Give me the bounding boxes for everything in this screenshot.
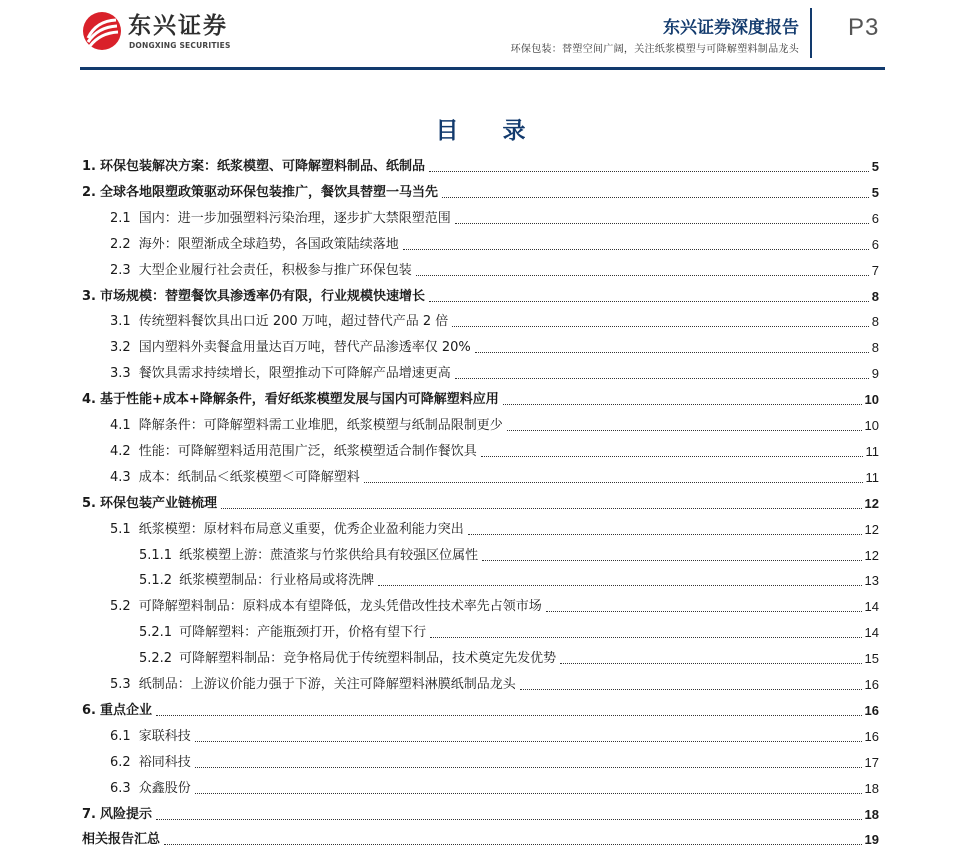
toc-leader-dots	[221, 507, 862, 509]
toc-leader-dots	[475, 351, 869, 353]
toc-entry-label	[82, 599, 542, 618]
toc-entry-number: 3.2	[110, 340, 131, 356]
brand-logo	[82, 10, 232, 54]
toc-entry-number: 5.2	[110, 599, 131, 615]
toc-page-number: 7	[871, 262, 879, 278]
report-subtitle: 环保包装：替塑空间广阔，关注纸浆模塑与可降解塑料制品龙头	[510, 44, 799, 55]
toc-entry-text: 可降解塑料制品：竞争格局优于传统塑料制品，技术奠定先发优势	[179, 651, 557, 667]
toc-page-number: 16	[864, 728, 879, 744]
toc-leader-dots	[156, 714, 862, 716]
toc-entry-number: 6.1	[110, 728, 131, 744]
toc-entry-text: 裕同科技	[138, 754, 191, 770]
toc-entry-number: 6.2	[110, 754, 131, 770]
toc-entry-label	[82, 314, 448, 333]
toc-page-number: 10	[864, 392, 879, 408]
toc-page-number: 13	[864, 573, 879, 589]
toc-entry[interactable]	[82, 152, 879, 178]
toc-leader-dots	[378, 584, 861, 586]
toc-entry[interactable]	[82, 178, 879, 204]
toc-entry-number: 5.2.2	[139, 651, 173, 667]
toc-leader-dots	[546, 610, 862, 612]
toc-entry[interactable]	[82, 385, 879, 411]
toc-entry[interactable]	[82, 437, 879, 463]
toc-leader-dots	[195, 740, 862, 742]
toc-entry-number: 2.	[82, 184, 96, 200]
toc-page-number: 18	[864, 806, 879, 822]
toc-page-number: 18	[864, 780, 879, 796]
toc-entry-label	[82, 392, 499, 411]
toc-entry-number: 5.3	[110, 677, 131, 692]
toc-entry-text: 降解条件：可降解塑料需工业堆肥，纸浆模塑与纸制品限制更少	[138, 418, 503, 433]
toc-entry-label	[82, 470, 360, 489]
toc-leader-dots	[403, 248, 869, 250]
toc-entry-text: 众鑫股份	[138, 780, 191, 796]
toc-entry-number: 1.	[82, 159, 96, 174]
toc-leader-dots	[429, 300, 869, 302]
toc-entry[interactable]	[82, 774, 879, 800]
toc-entry-label	[82, 289, 425, 308]
toc-entry-label	[82, 807, 152, 826]
toc-entry-label	[82, 340, 471, 359]
toc-entry[interactable]	[82, 748, 879, 774]
toc-leader-dots	[503, 403, 862, 405]
toc-entry-text: 基于性能+成本+降解条件，看好纸浆模塑发展与国内可降解塑料应用	[99, 392, 499, 408]
dongxing-logo-icon	[82, 11, 122, 51]
toc-entry[interactable]	[82, 307, 879, 333]
toc-entry-text: 国内塑料外卖餐盒用量达百万吨，替代产品渗透率仅 20%	[138, 340, 471, 356]
toc-entry-text: 国内：进一步加强塑料污染治理，逐步扩大禁限塑范围	[138, 210, 451, 226]
toc-entry-label	[82, 677, 516, 696]
toc-entry-text: 家联科技	[138, 728, 191, 744]
toc-entry-label	[82, 263, 412, 282]
toc-entry-label	[82, 366, 451, 385]
toc-page-number: 14	[864, 625, 879, 641]
header-divider	[810, 8, 812, 58]
toc-entry-number: 5.1.2	[139, 573, 173, 589]
toc-entry[interactable]	[82, 489, 879, 515]
toc-entry-label	[82, 703, 152, 722]
toc-entry[interactable]	[82, 825, 879, 851]
toc-entry-label	[82, 237, 399, 256]
toc-entry-label	[82, 185, 438, 204]
toc-leader-dots	[364, 481, 863, 483]
toc-leader-dots	[452, 325, 868, 327]
toc-entry-label	[82, 522, 464, 541]
toc-entry[interactable]	[82, 566, 879, 592]
report-type: 东兴证券深度报告	[663, 18, 799, 38]
toc-entry-number: 5.1.1	[139, 547, 173, 563]
toc-entry-label	[82, 159, 425, 178]
toc-entry-text: 纸浆模塑：原材料布局意义重要，优秀企业盈利能力突出	[138, 521, 464, 537]
toc-entry-text: 环保包装解决方案：纸浆模塑、可降解塑料制品、纸制品	[99, 159, 425, 174]
toc-entry-text: 风险提示	[99, 806, 152, 822]
toc-entry[interactable]	[82, 800, 879, 826]
toc-entry-label	[82, 496, 217, 515]
toc-page-number: 12	[864, 495, 879, 511]
toc-entry-text: 纸浆模塑制品：行业格局或将洗牌	[179, 573, 375, 589]
toc-entry-number: 7.	[82, 806, 96, 822]
toc-page-number: 8	[871, 314, 879, 330]
toc-entry[interactable]	[82, 644, 879, 670]
toc-leader-dots	[520, 688, 862, 690]
toc-entry-text: 可降解塑料制品：原料成本有望降低，龙头凭借改性技术率先占领市场	[138, 599, 542, 615]
toc-entry[interactable]	[82, 411, 879, 437]
toc-page-number: 8	[871, 340, 879, 356]
toc-entry-number: 2.1	[110, 210, 131, 226]
toc-entry[interactable]	[82, 722, 879, 748]
toc-entry-text: 相关报告汇总	[82, 832, 161, 848]
toc-entry-number: 2.3	[110, 262, 131, 278]
toc-entry-number: 6.	[82, 702, 96, 718]
toc-entry-number: 5.	[82, 495, 96, 511]
toc-page-number: 12	[864, 521, 879, 537]
toc-entry-text: 市场规模：替塑餐饮具渗透率仍有限，行业规模快速增长	[99, 288, 425, 304]
toc-page-number: 12	[864, 547, 879, 563]
toc-entry-text: 纸浆模塑上游：蔗渣浆与竹浆供给具有较强区位属性	[179, 547, 479, 563]
toc-entry-label	[82, 729, 191, 748]
toc-entry[interactable]	[82, 282, 879, 308]
toc-leader-dots	[430, 636, 861, 638]
header-rule	[80, 67, 885, 70]
toc-leader-dots	[468, 533, 862, 535]
toc-entry-label	[82, 548, 478, 567]
toc-leader-dots	[416, 274, 869, 276]
toc-entry-label	[82, 573, 374, 592]
toc-entry[interactable]	[82, 204, 879, 230]
toc-entry[interactable]	[82, 696, 879, 722]
toc-entry-text: 大型企业履行社会责任，积极参与推广环保包装	[138, 262, 412, 278]
toc-leader-dots	[164, 843, 862, 845]
toc-page-number: 6	[871, 210, 879, 226]
toc-page-number: 19	[864, 832, 879, 848]
toc-entry-number: 4.2	[110, 443, 131, 459]
page-header	[0, 0, 961, 72]
toc-entry[interactable]	[82, 592, 879, 618]
toc-page-number: 11	[865, 443, 879, 459]
toc-entry[interactable]	[82, 463, 879, 489]
toc-entry-text: 性能：可降解塑料适用范围广泛，纸浆模塑适合制作餐饮具	[138, 443, 477, 459]
toc-entry-label	[82, 211, 451, 230]
toc-entry-text: 海外：限塑渐成全球趋势，各国政策陆续落地	[138, 236, 399, 252]
toc-page-number: 10	[864, 418, 879, 433]
toc-entry-text: 餐饮具需求持续增长，限塑推动下可降解产品增速更高	[138, 366, 451, 382]
toc-entry-number: 5.2.1	[139, 625, 173, 641]
toc-entry-number: 4.3	[110, 469, 131, 485]
toc-title: 目 录	[435, 118, 544, 144]
toc-page-number: 11	[865, 469, 879, 485]
toc-page-number: 17	[864, 754, 879, 770]
toc-leader-dots	[442, 196, 869, 198]
toc-entry-label	[82, 625, 426, 644]
toc-page-number: 15	[864, 651, 879, 667]
toc-entry-label	[82, 781, 191, 800]
toc-entry-number: 3.	[82, 288, 96, 304]
toc-entry-number: 6.3	[110, 780, 131, 796]
toc-entry[interactable]	[82, 515, 879, 541]
toc-entry-text: 成本：纸制品＜纸浆模塑＜可降解塑料	[138, 469, 360, 485]
toc-entry[interactable]	[82, 359, 879, 385]
toc-page-number: 16	[864, 702, 879, 718]
toc-page-number: 9	[871, 366, 879, 382]
toc-leader-dots	[482, 559, 861, 561]
toc-page-number: 14	[864, 599, 879, 615]
toc-entry-label	[82, 832, 160, 851]
toc-entry-number: 4.	[82, 392, 96, 408]
toc-entry-text: 全球各地限塑政策驱动环保包装推广，餐饮具替塑一马当先	[99, 184, 438, 200]
toc-entry-text: 可降解塑料：产能瓶颈打开，价格有望下行	[179, 625, 427, 641]
toc-leader-dots	[156, 818, 862, 820]
toc-entry-label	[82, 418, 503, 437]
toc-leader-dots	[195, 792, 862, 794]
toc-entry-text: 环保包装产业链梳理	[99, 495, 217, 511]
toc-entry[interactable]	[82, 541, 879, 567]
toc-page-number: 6	[871, 236, 879, 252]
brand-name-en: DONGXING SECURITIES	[129, 41, 231, 50]
toc-page-number: 8	[871, 288, 879, 304]
toc-leader-dots	[455, 377, 869, 379]
brand-name-cn: 东兴证券	[128, 13, 228, 39]
toc-entry-number: 5.1	[110, 521, 131, 537]
toc-entry[interactable]	[82, 230, 879, 256]
toc-entry[interactable]	[82, 333, 879, 359]
toc-entry-number: 3.3	[110, 366, 131, 382]
toc-leader-dots	[507, 429, 862, 431]
toc-page-number: 16	[864, 677, 879, 692]
toc-entry-text: 纸制品：上游议价能力强于下游，关注可降解塑料淋膜纸制品龙头	[138, 677, 516, 692]
toc-entry[interactable]	[82, 256, 879, 282]
toc-entry-text: 重点企业	[99, 702, 152, 718]
toc-leader-dots	[429, 170, 869, 172]
toc-entry-number: 4.1	[110, 418, 131, 433]
toc-leader-dots	[455, 222, 869, 224]
toc-leader-dots	[195, 766, 862, 768]
toc-entry-text: 传统塑料餐饮具出口近 200 万吨，超过替代产品 2 倍	[138, 314, 449, 330]
toc-entry-number: 2.2	[110, 236, 131, 252]
toc-page-number: 5	[871, 184, 879, 200]
toc-leader-dots	[481, 455, 863, 457]
toc-entry-label	[82, 755, 191, 774]
toc-entry[interactable]	[82, 670, 879, 696]
toc-entry-label	[82, 444, 477, 463]
toc-entry[interactable]	[82, 618, 879, 644]
toc-entry-label	[82, 651, 556, 670]
page-number: P3	[848, 14, 880, 41]
toc-entry-number: 3.1	[110, 314, 131, 330]
toc-page-number: 5	[871, 159, 879, 174]
toc-leader-dots	[560, 662, 861, 664]
